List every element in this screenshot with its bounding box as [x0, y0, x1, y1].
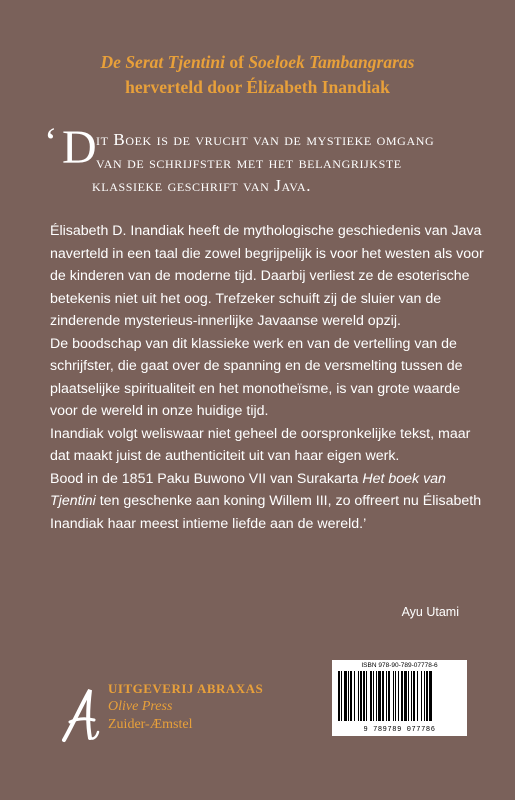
barcode-bar — [395, 671, 396, 721]
quote-mark: ‘ — [44, 119, 58, 164]
barcode-bar — [358, 671, 359, 721]
barcode-bar — [429, 671, 432, 721]
publisher-text — [108, 680, 263, 734]
barcode-bar — [401, 671, 403, 721]
title-connector: of — [229, 52, 244, 72]
barcode-bar — [354, 671, 355, 721]
barcode-bar — [411, 671, 412, 721]
barcode-bar — [424, 671, 425, 721]
opening-quote — [44, 119, 490, 197]
barcode-bar — [348, 671, 349, 721]
paragraph-3: Inandiak volgt weliswaar niet geheel de oorspronkelijke tekst, maar dat maakt juist de authenticiteit uit van haar eigen werk. — [50, 425, 471, 464]
isbn-barcode — [332, 660, 467, 736]
barcode-bar — [404, 671, 407, 721]
barcode-digits: 9 789789 077786 — [363, 726, 436, 734]
publisher-place: Zuider-Æmstel — [108, 717, 193, 732]
abraxas-logo-icon — [60, 686, 100, 746]
barcode-bar — [378, 671, 381, 721]
publisher-name: UITGEVERIJ ABRAXAS — [108, 681, 264, 696]
quote-line-1: it Boek is de vrucht van de mystieke omgang — [96, 130, 435, 149]
publisher-imprint: Olive Press — [108, 699, 173, 714]
paragraph-4 — [50, 468, 490, 536]
paragraph-1: Élisabeth D. Inandiak heeft de mythologische geschiedenis van Java naverteld in een taal die zowel begrijpelijk is voor het westen als voor de kinderen van de moderne tijd. Daarbij verliest ze de esoterische betekenis niet uit het oog. Trefzeker schuift zij de sluier van de zinderende mysterieus-innerlijke Javaanse wereld opzij. — [50, 223, 484, 329]
barcode-bar — [398, 671, 399, 721]
drop-cap: D — [62, 121, 97, 174]
barcode-bar — [408, 671, 409, 721]
blurb-body — [50, 220, 490, 535]
barcode-bar — [426, 671, 428, 721]
barcode-bar — [376, 671, 377, 721]
barcode-bar — [373, 671, 374, 721]
title-work: De Serat Tjentini — [100, 52, 225, 72]
barcode-bar — [393, 671, 394, 721]
barcode-bar — [341, 671, 342, 721]
barcode-bar — [363, 671, 365, 721]
book-title: Het boek van Tjentini — [50, 470, 446, 509]
barcode-bar — [417, 671, 418, 721]
cover-header — [0, 50, 515, 100]
paragraph-2: De boodschap van dit klassieke werk en van de vertelling van de schrijfster, die gaat over de spanning en de versmelting tussen de plaatselijke spiritualiteit en het monotheïsme, is van grote waarde voor de wereld in onze huidige tijd. — [50, 335, 463, 419]
barcode-bar — [382, 671, 384, 721]
barcode-bar — [350, 671, 352, 721]
barcode-bar — [421, 671, 422, 721]
barcode-bar — [370, 671, 372, 721]
quote-line-3: klassieke geschrift van Java. — [92, 176, 312, 195]
barcode-bar — [386, 671, 387, 721]
barcode-bar — [366, 671, 367, 721]
paragraph-4-end: ten geschenke aan koning Willem III, zo offreert nu Élisabeth Inandiak haar meest intieme liefde aan de wereld.’ — [50, 493, 482, 532]
barcode-bar — [413, 671, 415, 721]
title-line — [0, 50, 515, 75]
barcode-bar — [338, 671, 340, 721]
barcode-bar — [360, 671, 362, 721]
isbn-label: ISBN 978-90-789-07778-6 — [361, 662, 438, 669]
publisher-block — [60, 680, 263, 746]
barcode-bar — [388, 671, 390, 721]
paragraph-4-start: Bood in de 1851 Paku Buwono VII van Surakarta — [50, 470, 363, 487]
quote-author: Ayu Utami — [401, 605, 459, 619]
quote-line-2: van de schrijfster met het belangrijkste — [96, 153, 402, 172]
barcode-bars — [338, 671, 461, 721]
title-alt-work: Soeloek Tambangraras — [248, 52, 415, 72]
barcode-bar — [344, 671, 347, 721]
subtitle-line: herverteld door Élizabeth Inandiak — [125, 77, 390, 97]
